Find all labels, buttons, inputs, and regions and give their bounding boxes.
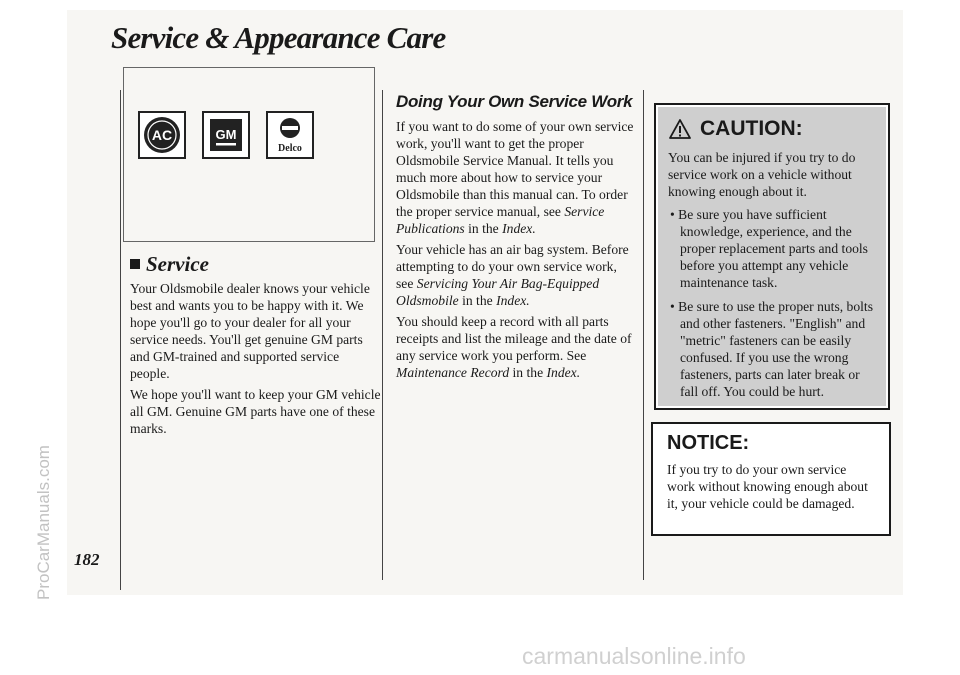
caution-title	[668, 117, 876, 141]
caution-bullet-2: • Be sure to use the proper nuts, bolts and other fasteners. "English" and "metric" fasteners can be easily confused. If you use the wrong fasteners, parts can later break or fall off. You could be hurt.	[670, 299, 873, 399]
caution-bullet-2-text: Be sure to use the proper nuts, bolts and other fasteners. "English" and "metric" fasteners can be easily confused. If you use the wrong fasteners, parts can later break or fall off. You could be hurt.	[678, 299, 873, 399]
notice-title: NOTICE:	[667, 432, 750, 454]
notice-text: If you try to do your own service work without knowing enough about it, your vehicle could be damaged.	[667, 462, 868, 511]
own-service-paragraph-2	[396, 241, 636, 309]
left-margin-rule	[120, 90, 121, 590]
p1-text: If you want to do some of your own service work, you'll want to get the proper Oldsmobile Service Manual. It tells you much more about how to service your Oldsmobile than this manual can. To order the proper service manual, see	[396, 119, 634, 219]
p1-mid: in the	[464, 221, 503, 236]
warning-triangle-icon	[668, 118, 692, 140]
p1-reference: Service Publications	[396, 204, 605, 236]
own-service-column	[396, 118, 636, 385]
delco-logo	[266, 111, 314, 159]
service-paragraph-2: We hope you'll want to keep your GM vehicle all GM. Genuine GM parts have one of these marks.	[130, 387, 381, 436]
p3-index: Index.	[546, 365, 581, 380]
svg-text:Delco: Delco	[278, 143, 302, 154]
own-service-heading: Doing Your Own Service Work	[396, 92, 633, 111]
service-paragraph-1: Your Oldsmobile dealer knows your vehicle best and wants you to be happy with it. We hope you'll go to your dealer for all your service needs. You'll get genuine GM parts and GM-trained and supported service people.	[130, 281, 370, 381]
bottom-watermark: carmanualsonline.info	[522, 643, 746, 669]
svg-text:GM: GM	[215, 127, 237, 142]
caution-list	[668, 206, 876, 400]
caution-box	[654, 103, 890, 410]
gm-logo	[202, 111, 250, 159]
ac-logo	[138, 111, 186, 159]
side-watermark: ProCarManuals.com	[34, 445, 53, 600]
caution-bullet-1-text: Be sure you have sufficient knowledge, experience, and the proper replacement parts and tools before you attempt any vehicle maintenance task.	[678, 207, 868, 290]
p2-mid: in the	[458, 293, 497, 308]
service-heading-text: Service	[146, 252, 209, 276]
p2-reference: Servicing Your Air Bag-Equipped Oldsmobile	[396, 276, 600, 308]
parts-logo-panel	[123, 67, 375, 242]
notice-box	[651, 422, 891, 536]
page-header-title: Service & Appearance Care	[111, 20, 446, 55]
caution-panel	[658, 107, 886, 406]
service-column	[130, 280, 382, 441]
svg-text:AC: AC	[151, 127, 173, 143]
caution-title-text: CAUTION:	[700, 117, 803, 140]
heading-bullet	[130, 259, 140, 269]
own-service-paragraph-3	[396, 313, 636, 381]
column-divider-1	[382, 90, 383, 580]
own-service-paragraph-1	[396, 118, 636, 237]
column-divider-2	[643, 90, 644, 580]
p2-text: Your vehicle has an air bag system. Before attempting to do your own service work, see	[396, 242, 629, 291]
service-heading	[130, 252, 209, 277]
caution-lead: You can be injured if you try to do service work on a vehicle without knowing enough about it.	[668, 150, 856, 199]
p3-text: You should keep a record with all parts receipts and list the mileage and the date of any service work you perform. See	[396, 314, 632, 363]
caution-bullet-1: • Be sure you have sufficient knowledge, experience, and the proper replacement parts and tools before you attempt any vehicle maintenance task.	[670, 207, 868, 290]
p1-index: Index.	[502, 221, 536, 236]
p3-reference: Maintenance Record	[396, 365, 510, 380]
page-number: 182	[74, 550, 100, 569]
p3-mid: in the	[509, 365, 547, 380]
p2-index: Index.	[496, 293, 530, 308]
